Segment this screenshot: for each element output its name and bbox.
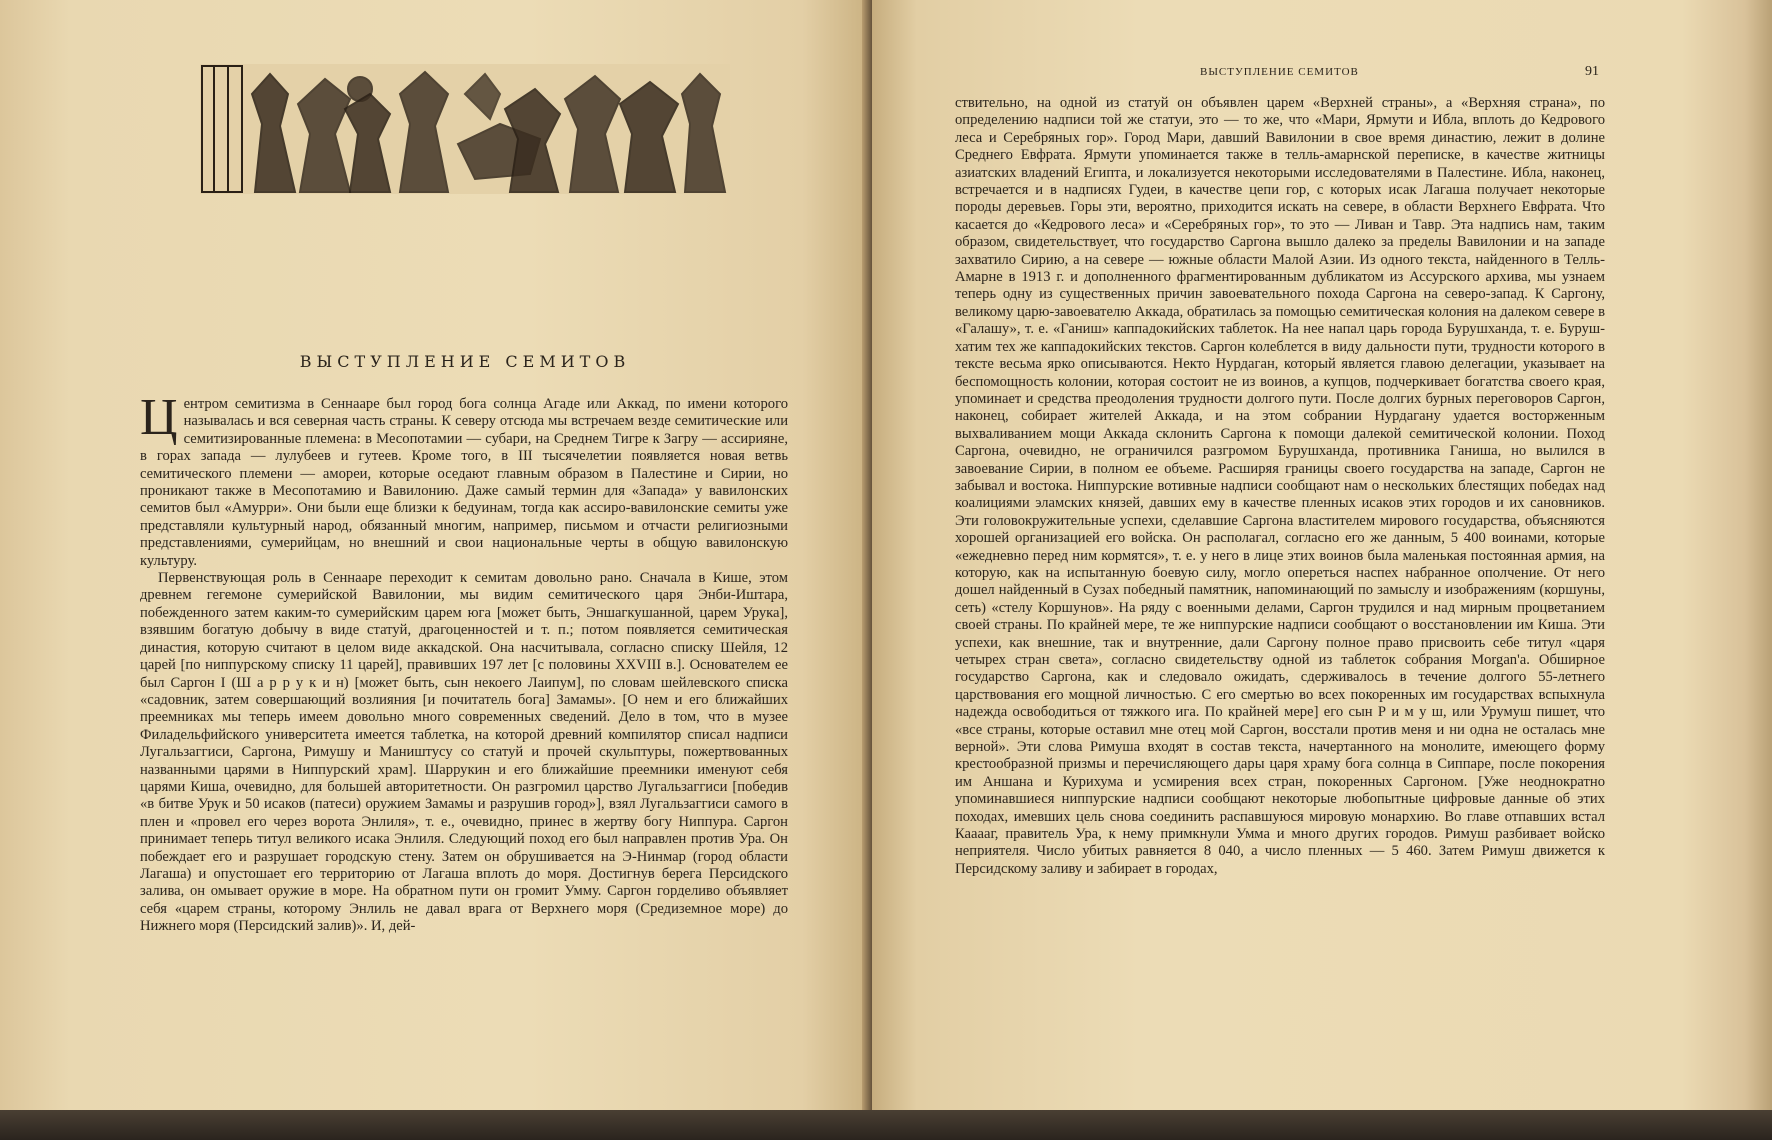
- book-cover-edge: [0, 1110, 1772, 1140]
- running-head: ВЫСТУПЛЕНИЕ СЕМИТОВ: [1200, 66, 1359, 78]
- left-page: [0, 0, 872, 1118]
- paragraph: [140, 389, 788, 570]
- cylinder-seal-frieze: [200, 64, 730, 194]
- drop-cap: Ц: [140, 389, 178, 446]
- chapter-title: ВЫСТУПЛЕНИЕ СЕМИТОВ: [299, 352, 631, 371]
- paragraph: ствительно, на одной из статуй он объявлен царем «Верхней страны», а «Верхняя страна», по определению надписи той же статуи, это — то же, что «Мари, Ярмути и Ибла, вплоть до Кедрового леса и Серебряных гор». Город Мари, давший Вавилонии в свое время династию, лежит в долине Среднего Евфрата. Ярмути упоминается также в телль-амарнской переписке, в качестве житницы азиатских владений Египта, и локализуется некоторыми исследователями в Палестине. Ибла, наконец, встречается и в надписях Гудеи, в качестве цепи гор, с которых исак Лагаша получает некоторые породы деревьев. Горы эти, вероятно, приходится искать на севере, в области Верхнего Евфрата. Что касается до «Кедрового леса» и «Серебряных гор», то это — Ливан и Тавр. Эта надпись нам, таким образом, свидетельствует, что государство Саргона вышло далеко за пределы Вавилонии и на западе захватило Сирию, а на севере — южные области Малой Азии. Из одного текста, найденного в Телль-Амарне в 1913 г. и дополненного фрагментированным дубликатом из Ассурского архива, мы узнаем теперь одну из существенных причин завоевательного похода Саргона на северо-запад. К Саргону, великому царю-завоевателю Аккада, обратилась за помощью семитическая колония на далеком севере в «Галашу», т. е. «Ганиш» каппадокийских таблеток. На нее напал царь города Бурушханда, т. е. Буруш-хатим тех же каппадокийских текстов. Саргон колеблется в виду дальности пути, трудности которого в тексте весьма ярко описываются. Некто Нурдаган, который является главою делегации, указывает на беспомощность колонии, которая состоит не из воинов, а купцов, подчеркивает богатства своего края, упоминает и средства преодоления трудности долгого пути. После долгих бурных переговоров Саргон, наконец, собирает жителей Аккада, и на этом собрании Нурдагану удается восторженным выхваливанием мощи Аккада склонить Саргона к помощи далекой семитической колонии. Поход Саргона, очевидно, не ограничился разгромом Бурушханда, противника Ганиша, но вылился в завоевание Сирии, в полном ее объеме. Расширяя границы своего государства на западе, Саргон не забывал и востока. Ниппурские вотивные надписи сообщают нам о нескольких блестящих победах над коалициями эламских князей, давших ему в качестве пленных исаков этих городов и их сановников. Эти головокружительные успехи, сделавшие Саргона властителем мирового государства, объясняются хорошей организацией его войска. Он располагал, согласно его же данным, 5 400 воинами, которые «ежедневно перед ним кормятся», т. е. у него в лице этих воинов была маленькая постоянная армия, на которую, как на испытанную боевую силу, могло опереться наспех набранное ополчение. От него дошел найденный в Сузах победный памятник, напоминающий по замыслу и изображениям (коршуны, сеть) «стелу Коршунов». На ряду с военными делами, Саргон трудился и над мирным процветанием своей страны. По крайней мере, те же ниппурские надписи сообщают о восстановлении им Киша. Эти успехи, как внешние, так и внутренние, дали Саргону полное право присвоить себе титул «царя четырех стран света», согласно свидетельству одной из таблеток собрания Morgan'а. Обширное государство Саргона, как и следовало ожидать, сдерживалось в течение долгого 55-летнего царствования его мощной личностью. С его смертью во всех покоренных им государствах вспыхнула надежда освободиться от тяжкого ига. По крайней мере] его сын Р и м у ш, или Урумуш пишет, что «все страны, которые оставил мне отец мой Саргон, восстали против меня и ни одна не осталась мне верной». Эти слова Римуша входят в состав текста, начертанного на монолите, имеющего форму крестообразной призмы и перечисляющего дары царя храму бога солнца в Сиппаре, после покорения им Аншана и Курихума и усмирения всех стран, покоренных Саргоном. [Уже неоднократно упоминавшиеся ниппурские надписи сообщают некоторые любопытные цифровые данные об этих походах, имевших цель снова соединить распавшуюся мировую монархию. Во главе отпавших встал Кааааг, правитель Ура, к нему примкнули Умма и много других городов. Римуш разбивает войско неприятеля. Число убитых равняется 8 040, а число пленных — 5 460. Затем Римуш движется к Персидскому заливу и забирает в городах,: [955, 95, 1605, 877]
- paragraph-text: ентром семитизма в Сеннааре был город бога солнца Агаде или Аккад, по имени которого называлась и вся северная часть страны. К северу отсюда мы встречаем везде семитические или семитизированные племена: в Месопотамии — субари, на Среднем Тигре к Загру — ассирияне, в горах запада — лулубеев и гутеев. Кроме того, в III тысячелетии появляется новая ветвь семитического племени — амореи, которые оседают главным образом в Палестине и Сирии, но проникают также в Месопотамию и Вавилонию. Даже самый термин для «Запада» у вавилонских семитов был «Амурри». Они были еще близки к бедуинам, тогда как ассиро-вавилонские семиты уже представляли культурный народ, обязанный многим, например, письмом и отчасти религиозными представлениями, сумерийцам, но внешний и свои национальные черты в общую вавилонскую культуру.: [140, 396, 788, 569]
- left-text-column: [140, 389, 788, 936]
- paragraph: Первенствующая роль в Сеннааре переходит к семитам довольно рано. Сначала в Кише, этом древнем гегемоне сумерийской Вавилонии, мы видим семитического царя Энби-Иштара, побежденного затем каким-то сумерийским царем юга [может быть, Эншагкушанной, царем Урука], взявшим богатую добычу в виде статуй, драгоценностей и т. п.; потом появляется семитическая династия, которую считают в целом виде аккадской. Она насчитывала, согласно списку Шейля, 12 царей [по ниппурскому списку 11 царей], правивших 197 лет [с половины XXVIII в.]. Основателем ее был Саргон I (Ш а р р у к и н) [может быть, сын некоего Лаипум], по словам шейлевского списка «садовник, затем совершающий возлияния [и почитатель бога] Замамы». [О нем и его ближайших преемниках мы теперь имеем довольно много современных сведений. Дело в том, что в музее Филадельфийского университета имеется таблетка, на которой древний компилятор списал надписи Лугальзаггиси, Саргона, Римушу и Маништусу со статуй и прочей скульптуры, пожертвованных названными царями в Ниппурский храм]. Шаррукин и его ближайшие преемники именуют себя царями Киша, очевидно, для большей авторитетности. Он разгромил царство Лугальзаггиси [победив «в битве Урук и 50 исаков (патеси) оружием Замамы и разрушив город»], взял Лугальзаггиси самого в плен и «провел его через ворота Энлиля», т. е., очевидно, принес в жертву богу Ниппура. Саргон принимает теперь титул великого исака Энлиля. Следующий поход его был направлен против Ура. Он побеждает его и разрушает городскую стену. Затем он обрушивается на Э-Нинмар (город области Лагаша) и опустошает его территорию от Лагаша вплоть до моря. Достигнув берега Персидского залива, он омывает оружие в море. На обратном пути он громит Умму. Саргон горделиво объявляет себя «царем страны, которому Энлиль не давал врага от Верхнего моря (Средиземное море) до Нижнего моря (Персидский залив)». И, дей-: [140, 570, 788, 935]
- right-text-column: [955, 95, 1605, 878]
- page-number: 91: [1585, 64, 1599, 79]
